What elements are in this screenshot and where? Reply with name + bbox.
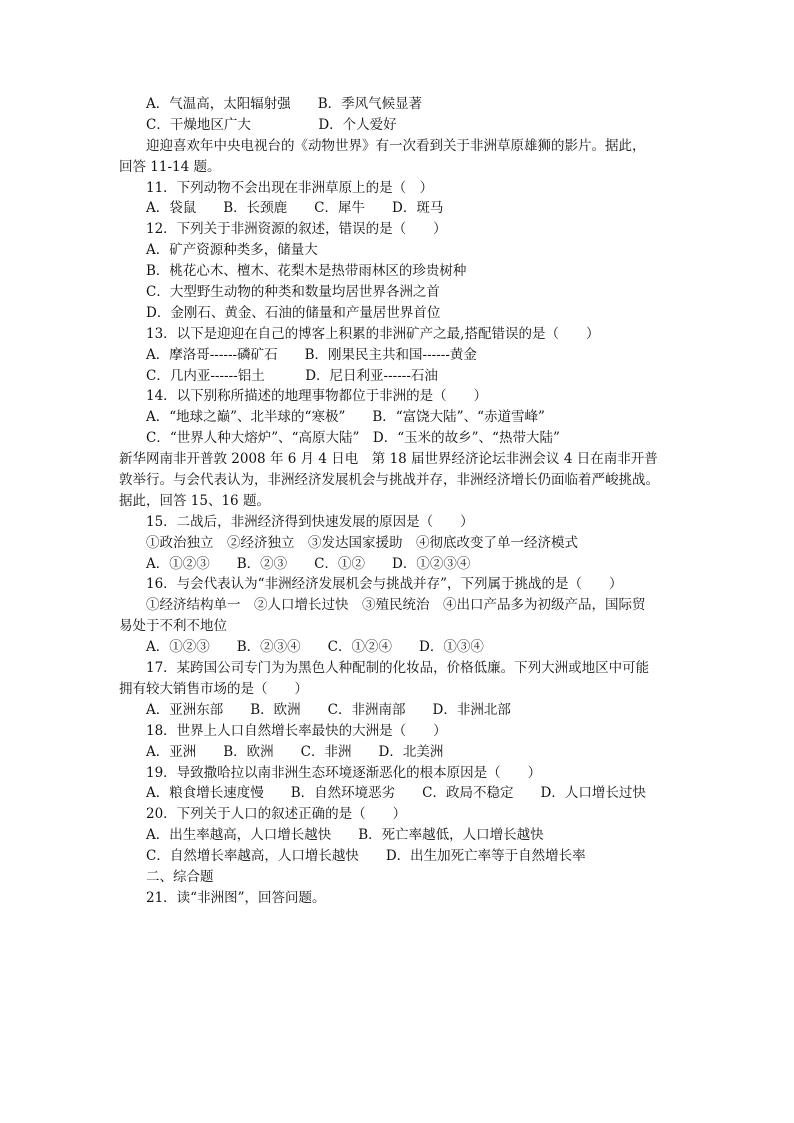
question-20: 20．下列关于人口的叙述正确的是（ ）: [146, 806, 407, 823]
question-14-options-ab: A．“地球之巅”、北半球的“寒极” B．“富饶大陆”、“赤道雪峰”: [146, 409, 545, 426]
question-11: 11．下列动物不会出现在非洲草原上的是（ ）: [146, 179, 434, 196]
question-20-options-ab: A．出生率越高，人口增长越快 B．死亡率越低，人口增长越快: [146, 827, 544, 844]
option-line-ab: A．气温高，太阳辐射强 B．季风气候显著: [146, 96, 423, 112]
question-12-option-b: B．桃花心木、檀木、花梨木是热带雨林区的珍贵树种: [146, 263, 467, 280]
document-body: [119, 94, 676, 909]
question-17-options: A．亚洲东部 B．欧洲 C．非洲南部 D．非洲北部: [146, 701, 511, 718]
question-12-option-c: C．大型野生动物的种类和数量均居世界各洲之首: [146, 284, 440, 301]
question-18-options: A．亚洲 B．欧洲 C．非洲 D．北美洲: [146, 743, 444, 760]
question-16-statements-line2: 易处于不利不地位: [119, 618, 227, 635]
question-20-options-cd: C．自然增长率越高，人口增长越快 D．出生加死亡率等于自然增长率: [146, 848, 586, 865]
question-19-options: A．粮食增长速度慢 B．自然环境恶劣 C．政局不稳定 D．人口增长过快: [146, 785, 646, 802]
question-16-statements-line1: ①经济结构单一 ②人口增长过快 ③殖民统治 ④出口产品多为初级产品，国际贸: [146, 597, 646, 614]
question-14: 14．以下别称所描述的地理事物都位于非洲的是（ ）: [146, 388, 488, 405]
question-12-option-d: D．金刚石、黄金、石油的储量和产量居世界首位: [146, 304, 441, 321]
question-15-options: A．①②③ B．②③ C．①② D．①②③④: [146, 555, 471, 572]
intro-paragraph-line2: 回答 11-14 题。: [119, 158, 221, 175]
question-16: 16．与会代表认为“非洲经济发展机会与挑战并存”，下列属于挑战的是（ ）: [146, 576, 623, 593]
question-14-options-cd: C．“世界人种大熔炉”、“高原大陆” D．“玉米的故乡”、“热带大陆”: [146, 430, 560, 447]
question-18: 18．世界上人口自然增长率最快的大洲是（ ）: [146, 722, 447, 739]
news-paragraph-line1: 新华网南非开普敦 2008 年 6 月 4 日电 第 18 届世界经济论坛非洲会议 4 日在南非开普: [119, 451, 658, 468]
question-17-line1: 17．某跨国公司专门为为黑色人种配制的化妆品，价格低廉。下列大洲或地区中可能: [146, 660, 650, 677]
question-13-options-ab: A．摩洛哥------磷矿石 B．刚果民主共和国------黄金: [146, 346, 477, 363]
question-19: 19．导致撒哈拉以南非洲生态环境逐渐恶化的根本原因是（ ）: [146, 764, 542, 781]
question-12: 12．下列关于非洲资源的叙述，错误的是（ ）: [146, 221, 447, 238]
intro-paragraph-line1: 迎迎喜欢年中央电视台的《动物世界》有一次看到关于非洲草原雄狮的影片。据此，: [146, 137, 646, 154]
question-13-options-cd: C．几内亚------铝土 D．尼日利亚------石油: [146, 367, 438, 384]
question-21: 21．读“非洲图”，回答问题。: [146, 889, 326, 906]
question-17-line2: 拥有较大销售市场的是（ ）: [119, 680, 308, 697]
question-11-options: A．袋鼠 B．长颈鹿 C．犀牛 D．斑马: [146, 200, 444, 217]
question-15: 15．二战后，非洲经济得到快速发展的原因是（ ）: [146, 513, 474, 530]
question-12-option-a: A．矿产资源种类多，储量大: [146, 242, 318, 259]
question-15-statements: ①政治独立 ②经济独立 ③发达国家援助 ④彻底改变了单一经济模式: [146, 534, 578, 551]
news-paragraph-line2: 敦举行。与会代表认为，非洲经济发展机会与挑战并存，非洲经济增长仍面临着严峻挑战。: [119, 472, 659, 489]
question-16-options: A．①②③ B．②③④ C．①②④ D．①③④: [146, 639, 484, 656]
option-line-cd: C．干燥地区广大 D．个人爱好: [146, 116, 397, 133]
question-13: 13．以下是迎迎在自己的博客上积累的非洲矿产之最,搭配错误的是（ ）: [146, 325, 600, 342]
news-paragraph-line3: 据此，回答 15、16 题。: [119, 492, 270, 509]
section-heading-comprehensive: 二、综合题: [146, 868, 214, 885]
